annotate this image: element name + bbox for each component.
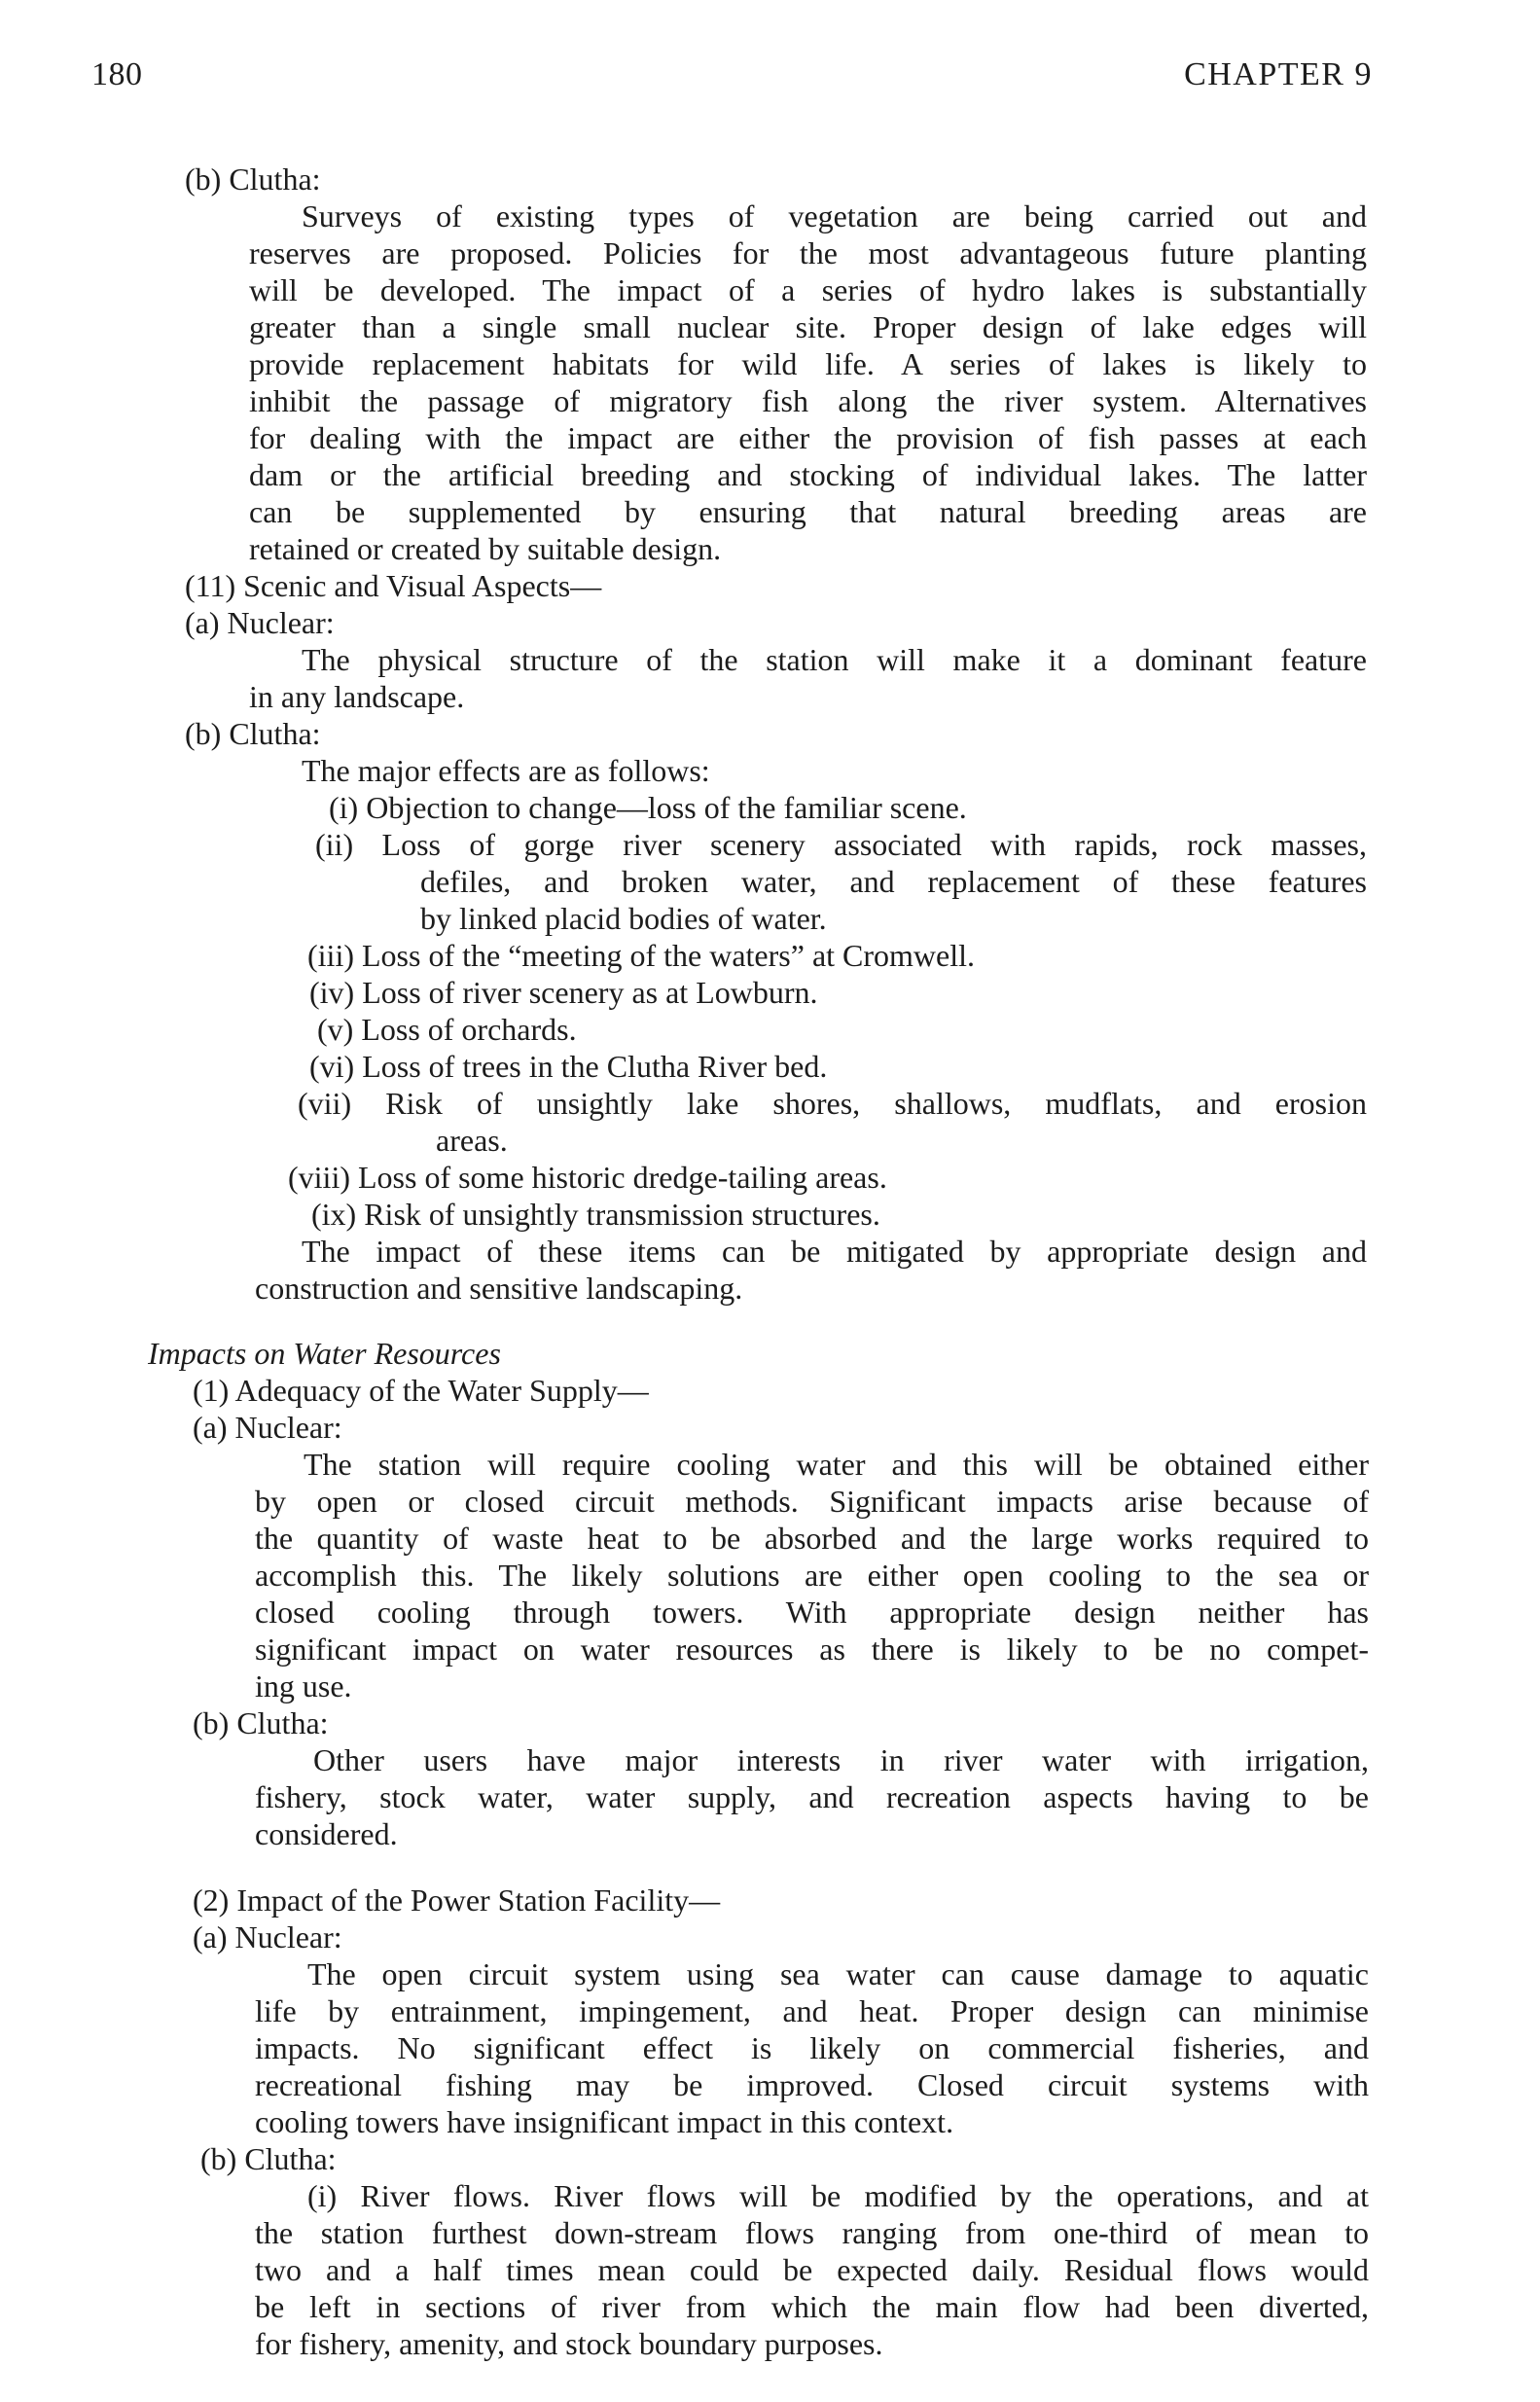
text-line: cooling towers have insignificant impact in this context. [255, 2104, 954, 2139]
subsection-label: (b) Clutha: [200, 2141, 337, 2176]
text-line: construction and sensitive landscaping. [255, 1271, 743, 1306]
text-line: dam or the artificial breeding and stocking of individual lakes. The latter [249, 457, 1367, 492]
list-item: (ii) Loss of gorge river scenery associated with rapids, rock masses, [315, 827, 1367, 862]
text-line: closed cooling through towers. With appropriate design neither has [255, 1595, 1369, 1630]
text-line: be left in sections of river from which the main flow had been diverted, [255, 2289, 1369, 2324]
text-line: considered. [255, 1816, 398, 1851]
text-line: by open or closed circuit methods. Significant impacts arise because of [255, 1484, 1369, 1519]
running-header: CHAPTER 9 [1184, 56, 1373, 92]
text-line: for dealing with the impact are either the provision of fish passes at each [249, 420, 1367, 455]
text-line: Other users have major interests in river water with irrigation, [313, 1742, 1369, 1777]
text-line: two and a half times mean could be expected daily. Residual flows would [255, 2252, 1369, 2287]
list-item-continuation: by linked placid bodies of water. [420, 901, 827, 936]
text-line: significant impact on water resources as there is likely to be no compet- [255, 1631, 1369, 1667]
section-heading: (2) Impact of the Power Station Facility— [193, 1882, 721, 1918]
subsection-label: (a) Nuclear: [193, 1919, 342, 1954]
text-line: reserves are proposed. Policies for the most advantageous future planting [249, 235, 1367, 270]
text-line: life by entrainment, impingement, and heat. Proper design can minimise [255, 1993, 1369, 2028]
list-item-continuation: areas. [436, 1123, 508, 1158]
list-item-continuation: defiles, and broken water, and replacement of these features [420, 864, 1367, 899]
list-item: (ix) Risk of unsightly transmission structures. [311, 1197, 880, 1232]
text-line: (i) River flows. River flows will be modified by the operations, and at [307, 2178, 1369, 2213]
text-line: fishery, stock water, water supply, and recreation aspects having to be [255, 1779, 1369, 1814]
list-item: (viii) Loss of some historic dredge-tailing areas. [288, 1160, 887, 1195]
list-item: (vii) Risk of unsightly lake shores, shallows, mudflats, and erosion [298, 1086, 1367, 1121]
text-line: in any landscape. [249, 679, 465, 714]
section-heading: (1) Adequacy of the Water Supply— [193, 1373, 649, 1408]
text-line: can be supplemented by ensuring that natural breeding areas are [249, 494, 1367, 529]
page-number: 180 [91, 56, 143, 92]
section-title: Impacts on Water Resources [148, 1336, 501, 1371]
subsection-label: (b) Clutha: [185, 716, 321, 751]
subsection-label: (b) Clutha: [185, 161, 321, 197]
list-item: (vi) Loss of trees in the Clutha River bed. [309, 1049, 828, 1084]
text-line: for fishery, amenity, and stock boundary purposes. [255, 2326, 883, 2361]
list-item: (i) Objection to change—loss of the familiar scene. [329, 790, 967, 825]
section-heading: (11) Scenic and Visual Aspects— [185, 568, 602, 603]
text-line: inhibit the passage of migratory fish along the river system. Alternatives [249, 383, 1367, 418]
text-line: ing use. [255, 1668, 352, 1703]
text-line: The station will require cooling water and this will be obtained either [304, 1447, 1369, 1482]
text-line: the quantity of waste heat to be absorbed and the large works required to [255, 1521, 1369, 1556]
text-line: accomplish this. The likely solutions are either open cooling to the sea or [255, 1558, 1369, 1593]
subsection-label: (a) Nuclear: [185, 605, 335, 640]
subsection-label: (a) Nuclear: [193, 1410, 342, 1445]
list-item: (iv) Loss of river scenery as at Lowburn. [309, 975, 818, 1010]
text-line: greater than a single small nuclear site. Proper design of lake edges will [249, 309, 1367, 344]
text-line: will be developed. The impact of a series of hydro lakes is substantially [249, 272, 1367, 307]
text-line: impacts. No significant effect is likely on commercial fisheries, and [255, 2030, 1369, 2065]
text-line: Surveys of existing types of vegetation are being carried out and [302, 198, 1367, 233]
text-line: The impact of these items can be mitigated by appropriate design and [302, 1234, 1367, 1269]
text-line: The open circuit system using sea water can cause damage to aquatic [307, 1956, 1369, 1991]
text-line: the station furthest down-stream flows ranging from one-third of mean to [255, 2215, 1369, 2250]
list-item: (v) Loss of orchards. [317, 1012, 577, 1047]
text-line: The major effects are as follows: [302, 753, 710, 788]
text-line: retained or created by suitable design. [249, 531, 722, 566]
subsection-label: (b) Clutha: [193, 1705, 329, 1740]
list-item: (iii) Loss of the “meeting of the waters” at Cromwell. [307, 938, 976, 973]
text-line: recreational fishing may be improved. Closed circuit systems with [255, 2067, 1369, 2102]
text-line: provide replacement habitats for wild life. A series of lakes is likely to [249, 346, 1367, 381]
text-line: The physical structure of the station will make it a dominant feature [302, 642, 1367, 677]
